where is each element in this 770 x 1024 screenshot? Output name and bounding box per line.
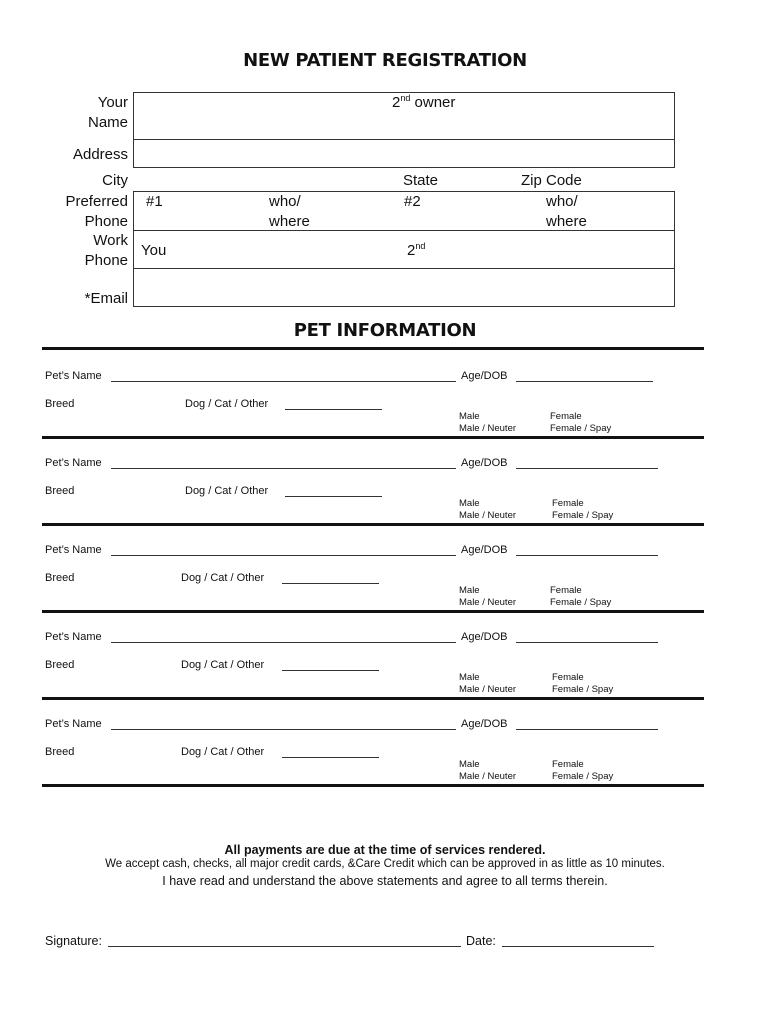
preferred-phone-label: Preferred Phone xyxy=(65,193,128,230)
work-second-label: 2nd xyxy=(407,241,426,259)
pet-sex-male-options[interactable]: Male Male / Neuter xyxy=(459,672,517,695)
pet-sex-female-options[interactable]: Female Female / Spay xyxy=(550,585,612,608)
pet-breed-label: Breed xyxy=(45,659,75,671)
pet-sex-female-options[interactable]: Female Female / Spay xyxy=(550,411,612,434)
pet-species-line[interactable] xyxy=(282,757,379,758)
pet-species-label: Dog / Cat / Other xyxy=(185,398,269,410)
pet-sex-male-options[interactable]: Male Male / Neuter xyxy=(459,411,517,434)
pet-age-label: Age/DOB xyxy=(461,718,508,730)
email-label: *Email xyxy=(84,290,128,307)
page-title: NEW PATIENT REGISTRATION xyxy=(243,50,527,71)
pet-sex-male-options[interactable]: Male Male / Neuter xyxy=(459,498,517,521)
pet-age-label: Age/DOB xyxy=(461,370,508,382)
pet-age-line[interactable] xyxy=(516,642,658,643)
second-owner-label: 2nd owner xyxy=(392,93,456,111)
pet-name-line[interactable] xyxy=(111,468,456,469)
date-label: Date: xyxy=(466,934,496,948)
payment-note: All payments are due at the time of services rendered. xyxy=(224,843,546,857)
pet-divider xyxy=(42,523,704,526)
pet-species-line[interactable] xyxy=(285,409,382,410)
email-field[interactable] xyxy=(133,268,675,307)
pet-sex-male-options[interactable]: Male Male / Neuter xyxy=(459,759,517,782)
pet-sex-female-options[interactable]: Female Female / Spay xyxy=(552,498,614,521)
pet-divider xyxy=(42,784,704,787)
pet-species-label: Dog / Cat / Other xyxy=(185,485,269,497)
state-label: State xyxy=(403,172,439,189)
agree-note: I have read and understand the above statements and agree to all terms therein. xyxy=(162,874,608,888)
pet-divider xyxy=(42,436,704,439)
pet-name-line[interactable] xyxy=(111,555,456,556)
pet-age-line[interactable] xyxy=(516,729,658,730)
pet-species-label: Dog / Cat / Other xyxy=(181,572,265,584)
pet-species-line[interactable] xyxy=(282,583,379,584)
pet-breed-label: Breed xyxy=(45,485,75,497)
work-phone-field[interactable] xyxy=(133,230,675,269)
phone-1-label: #1 xyxy=(146,193,163,210)
your-name-label: Your Name xyxy=(87,94,128,131)
pet-age-line[interactable] xyxy=(516,468,658,469)
pet-name-label: Pet’s Name xyxy=(45,370,102,382)
pet-name-line[interactable] xyxy=(111,381,456,382)
work-phone-label: Work Phone xyxy=(84,232,128,269)
pet-age-line[interactable] xyxy=(516,381,653,382)
pet-age-label: Age/DOB xyxy=(461,631,508,643)
pet-divider xyxy=(42,610,704,613)
pet-name-label: Pet’s Name xyxy=(45,544,102,556)
pet-age-label: Age/DOB xyxy=(461,544,508,556)
phone-2-label: #2 xyxy=(404,193,421,210)
pet-breed-label: Breed xyxy=(45,398,75,410)
pet-species-label: Dog / Cat / Other xyxy=(181,659,265,671)
pet-species-label: Dog / Cat / Other xyxy=(181,746,265,758)
zip-code-label: Zip Code xyxy=(521,172,582,189)
pet-breed-label: Breed xyxy=(45,572,75,584)
pet-species-line[interactable] xyxy=(282,670,379,671)
pet-name-label: Pet’s Name xyxy=(45,631,102,643)
phone-1-who-label: who/ where xyxy=(269,193,310,230)
phone-2-who-label: who/ where xyxy=(546,193,587,230)
pet-breed-label: Breed xyxy=(45,746,75,758)
date-line[interactable] xyxy=(502,946,654,947)
address-label: Address xyxy=(72,146,128,163)
pet-sex-male-options[interactable]: Male Male / Neuter xyxy=(459,585,517,608)
city-label: City xyxy=(102,172,128,189)
signature-label: Signature: xyxy=(45,934,102,948)
pet-sex-female-options[interactable]: Female Female / Spay xyxy=(552,759,614,782)
pet-name-label: Pet’s Name xyxy=(45,718,102,730)
pet-information-title: PET INFORMATION xyxy=(293,320,477,341)
pet-sex-female-options[interactable]: Female Female / Spay xyxy=(552,672,614,695)
pet-age-label: Age/DOB xyxy=(461,457,508,469)
accept-note: We accept cash, checks, all major credit cards, &Care Credit which can be approved in as little as 10 minutes. xyxy=(105,858,665,870)
signature-line[interactable] xyxy=(108,946,461,947)
address-field[interactable] xyxy=(133,139,675,168)
pet-species-line[interactable] xyxy=(285,496,382,497)
work-you-label: You xyxy=(141,242,167,259)
pet-age-line[interactable] xyxy=(516,555,658,556)
pet-name-line[interactable] xyxy=(111,729,456,730)
pet-divider xyxy=(42,347,704,350)
pet-divider xyxy=(42,697,704,700)
pet-name-line[interactable] xyxy=(111,642,456,643)
pet-name-label: Pet’s Name xyxy=(45,457,102,469)
